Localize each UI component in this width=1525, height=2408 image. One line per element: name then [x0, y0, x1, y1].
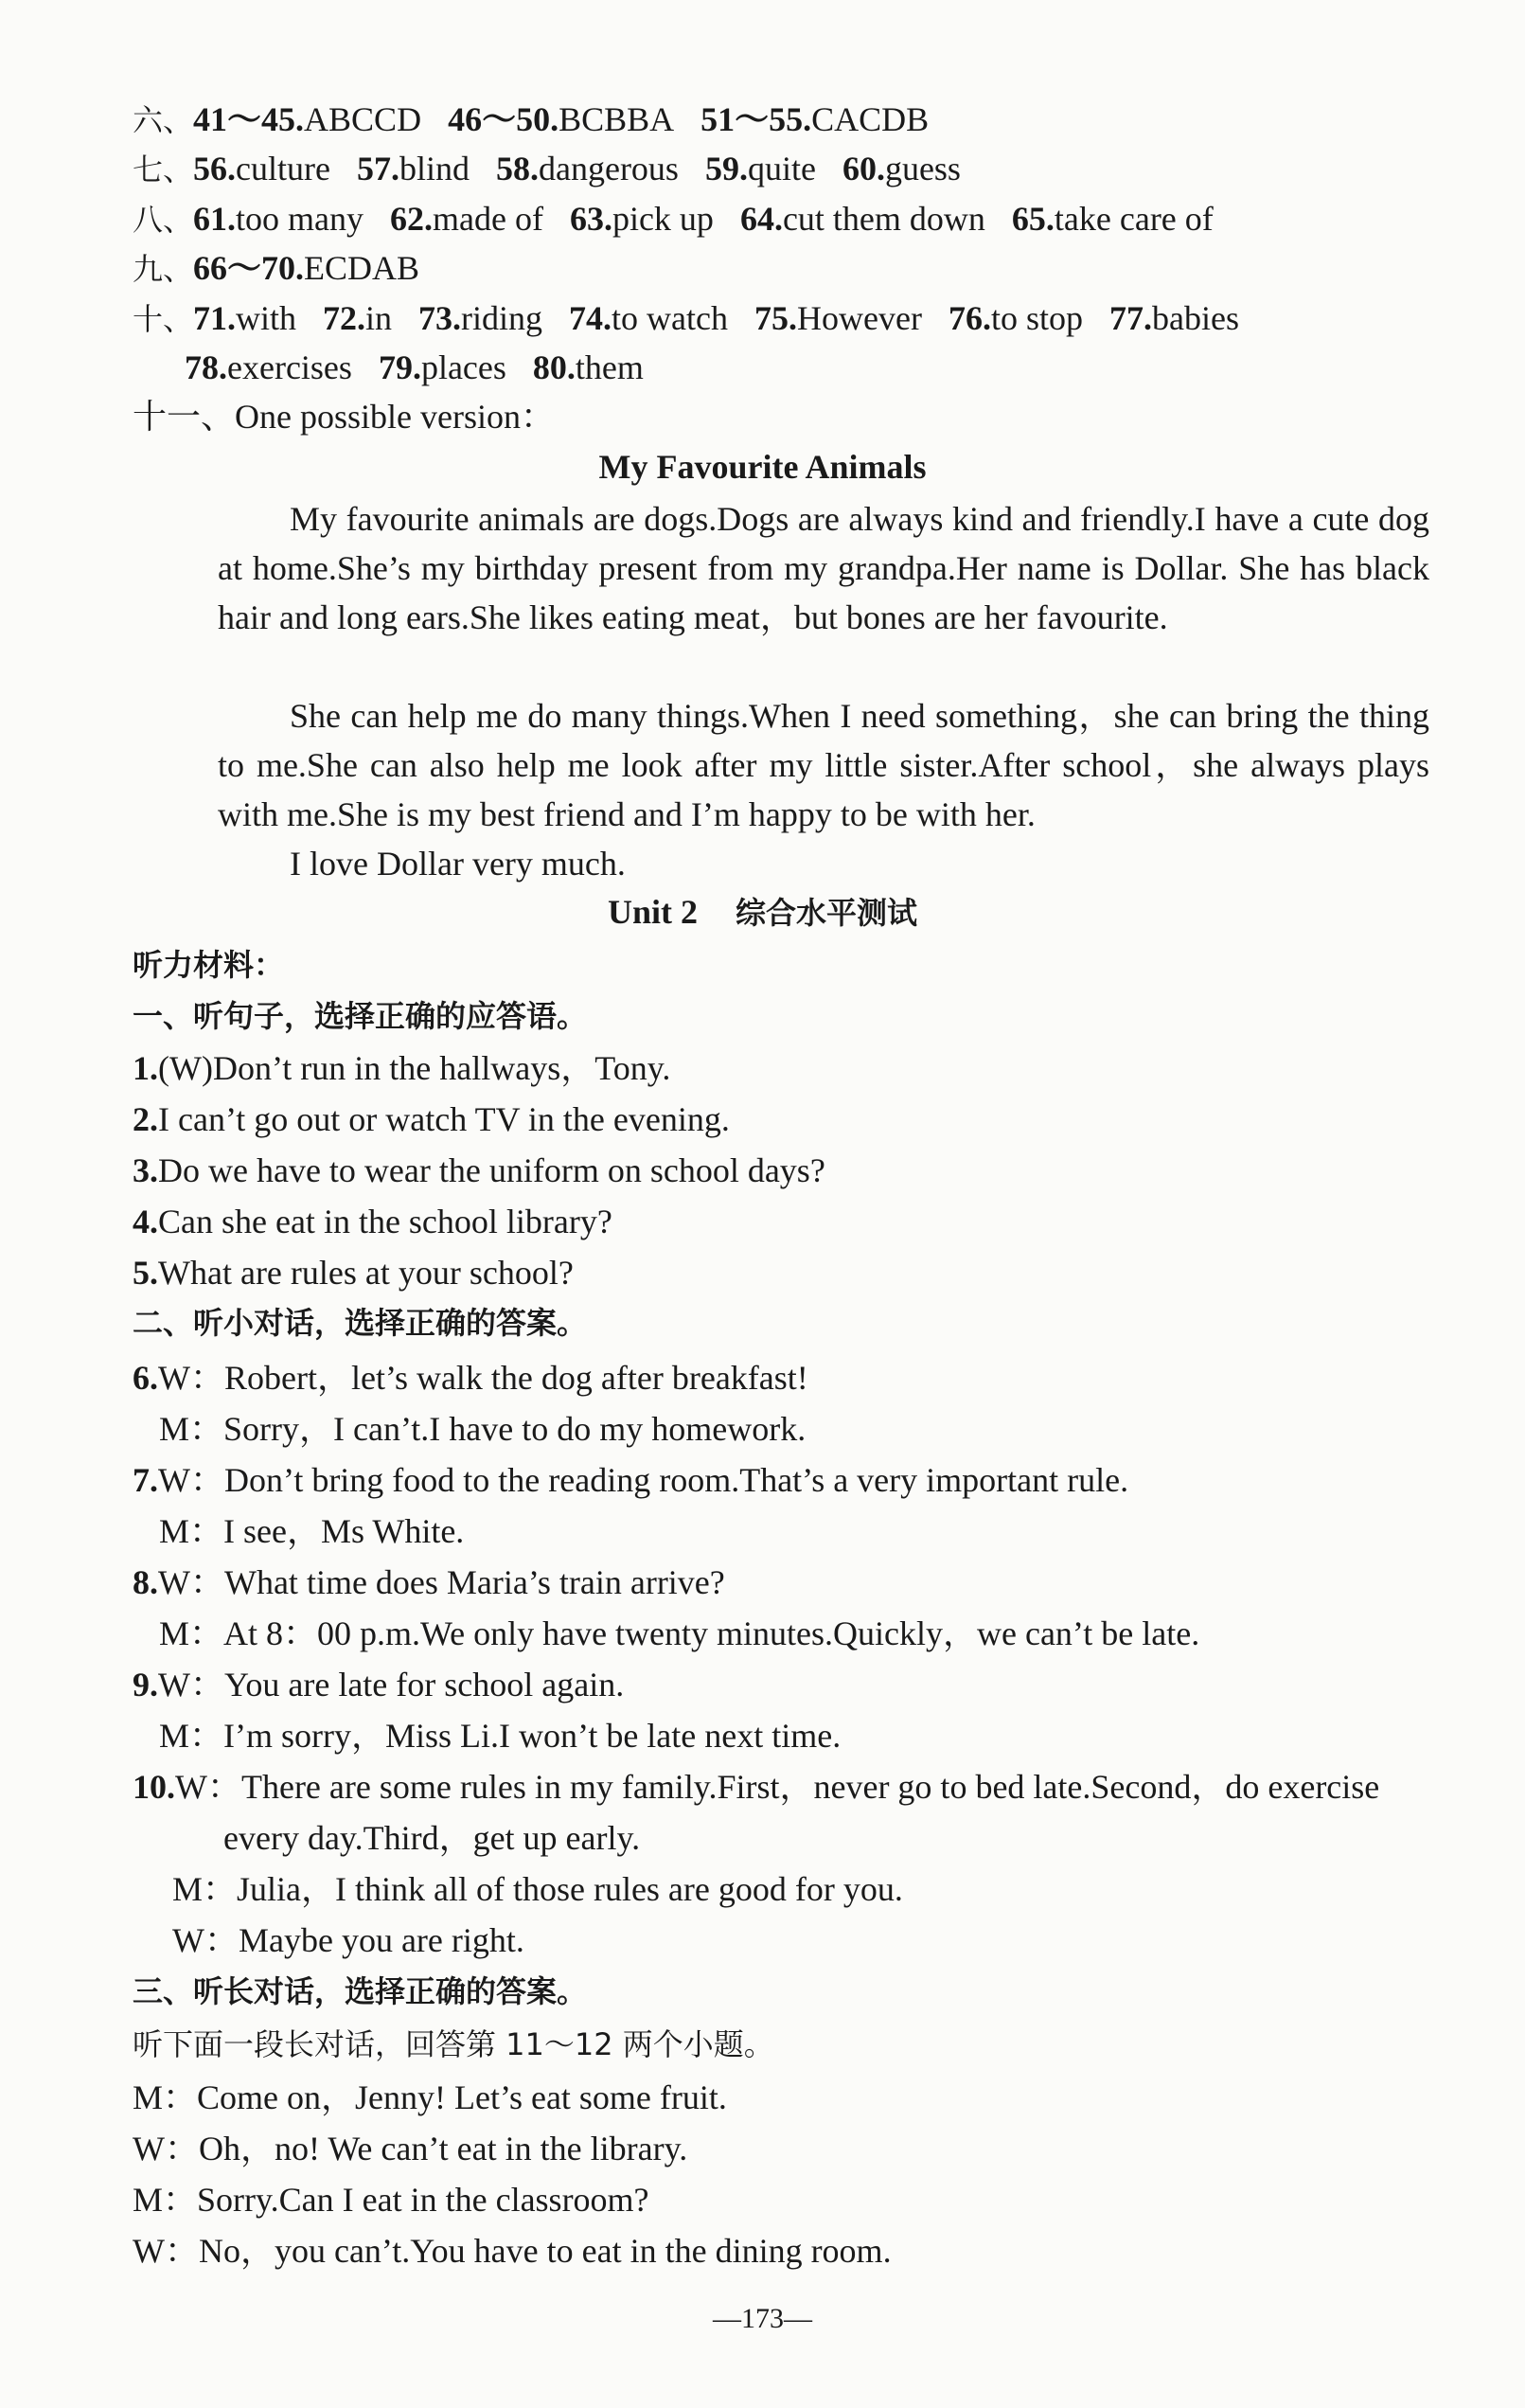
answer-line-10-cont: 78.exercises 79.places 80.them	[185, 348, 644, 386]
answer-line-11: 十一、One possible version：	[133, 398, 555, 436]
sentence-2: 2.I can’t go out or watch TV in the evening.	[133, 1100, 730, 1138]
dialogue-7-line-2: M：I see，Ms White.	[159, 1512, 465, 1550]
answer-line-9: 九、66～70.ECDAB	[133, 249, 420, 287]
section-3-heading: 三、听长对话，选择正确的答案。	[133, 1973, 588, 2009]
dialogue-7-line-1: 7.W：Don’t bring food to the reading room.That’s a very important rule.	[133, 1461, 1129, 1499]
dialogue-8-line-1: 8.W：What time does Maria’s train arrive?	[133, 1563, 725, 1601]
dialogue-10-line-1-cont: every day.Third，get up early.	[223, 1819, 641, 1857]
conversation-line-1: M：Come on，Jenny! Let’s eat some fruit.	[133, 2078, 727, 2116]
conversation-line-2: W：Oh，no! We can’t eat in the library.	[133, 2130, 688, 2167]
dialogue-9-line-1: 9.W：You are late for school again.	[133, 1666, 625, 1703]
answer-line-6: 六、41～45.ABCCD 46～50.BCBBA 51～55.CACDB	[133, 100, 930, 138]
dialogue-9-line-2: M：I’m sorry，Miss Li.I won’t be late next time.	[159, 1717, 842, 1755]
answer-line-10: 十、71.with 72.in 73.riding 74.to watch 75.However 76.to stop 77.babies	[133, 299, 1239, 337]
dialogue-10-line-3: W：Maybe you are right.	[172, 1921, 524, 1959]
listening-heading: 听力材料：	[133, 947, 285, 983]
conversation-line-4: W：No，you can’t.You have to eat in the dining room.	[133, 2232, 892, 2270]
section-2-heading: 二、听小对话，选择正确的答案。	[133, 1305, 588, 1341]
unit-title: Unit 2 综合水平测试	[607, 893, 918, 931]
dialogue-10-line-1: 10.W：There are some rules in my family.First，never go to bed late.Second，do exercise	[133, 1768, 1380, 1806]
essay-paragraph-2: She can help me do many things.When I need something，she can bring the thing to me.She can also help me look after my little sister.After school，she always plays with me.She is my best friend and I’m happy to be with her.	[218, 697, 1429, 833]
sentence-1: 1.(W)Don’t run in the hallways，Tony.	[133, 1049, 671, 1087]
conversation-line-3: M：Sorry.Can I eat in the classroom?	[133, 2181, 649, 2219]
sentence-5: 5.What are rules at your school?	[133, 1254, 574, 1292]
dialogue-8-line-2: M：At 8：00 p.m.We only have twenty minutes.Quickly，we can’t be late.	[159, 1614, 1200, 1652]
dialogue-10-line-2: M：Julia，I think all of those rules are good for you.	[172, 1870, 903, 1908]
essay-paragraph-3: I love Dollar very much.	[290, 845, 626, 883]
answer-line-7: 七、56.culture 57.blind 58.dangerous 59.quite 60.guess	[133, 150, 961, 187]
sentence-3: 3.Do we have to wear the uniform on school days?	[133, 1151, 825, 1189]
dialogue-6-line-1: 6.W：Robert，let’s walk the dog after breakfast!	[133, 1359, 808, 1397]
answer-line-8: 八、61.too many 62.made of 63.pick up 64.cut them down 65.take care of	[133, 200, 1214, 238]
section-1-heading: 一、听句子，选择正确的应答语。	[133, 998, 588, 1034]
essay-title: My Favourite Animals	[598, 448, 927, 486]
essay-paragraph-1: My favourite animals are dogs.Dogs are always kind and friendly.I have a cute dog at home.She’s my birthday present from my grandpa.Her name is Dollar. She has black hair and long ears.She likes eating meat，but bones are her favourite.	[218, 500, 1429, 636]
section-3-intro: 听下面一段长对话，回答第 11～12 两个小题。	[133, 2026, 774, 2062]
page-number: —173—	[713, 2303, 812, 2334]
dialogue-6-line-2: M：Sorry，I can’t.I have to do my homework.	[159, 1410, 807, 1448]
sentence-4: 4.Can she eat in the school library?	[133, 1203, 612, 1240]
